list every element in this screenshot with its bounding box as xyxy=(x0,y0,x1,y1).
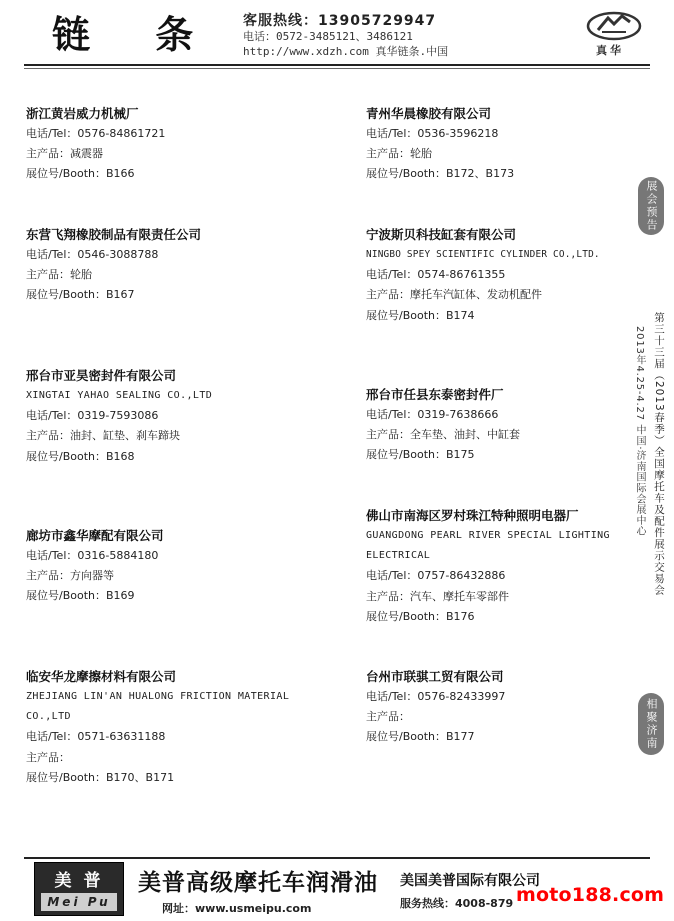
company-name: 浙江黄岩威力机械厂 xyxy=(26,106,139,121)
product-line: 主产品： xyxy=(26,750,70,764)
meipu-logo xyxy=(34,862,124,916)
booth-line: 展位号/Booth：B169 xyxy=(26,589,135,603)
company-english-name: ZHEJIANG LIN'AN HUALONG FRICTION MATERIAL CO.,LTD xyxy=(26,691,290,723)
tel-line: 电话/Tel：0546-3088788 xyxy=(26,248,159,261)
product-line: 主产品：摩托车汽缸体、发动机配件 xyxy=(366,288,542,302)
logo-chinese: 美 普 xyxy=(54,871,104,891)
side-event-title: 第三十三届（2013春季）全国摩托车及配件展示交易会 xyxy=(653,312,665,596)
site-watermark: moto188.com xyxy=(516,884,665,906)
exhibitor-entry xyxy=(26,365,326,467)
booth-line: 展位号/Booth：B175 xyxy=(366,448,475,462)
tel-line: 电话/Tel：0757-86432886 xyxy=(366,569,506,583)
product-line: 主产品：汽车、摩托车零部件 xyxy=(366,589,509,603)
company-name: 东营飞翔橡胶制品有限责任公司 xyxy=(26,227,202,242)
product-line: 主产品：轮胎 xyxy=(366,147,432,161)
exhibitor-entry xyxy=(26,666,296,788)
exhibitor-entry xyxy=(366,666,666,748)
tel-line: 电话/Tel：0574-86761355 xyxy=(366,268,506,282)
booth-line: 展位号/Booth：B168 xyxy=(26,449,135,463)
product-line: 主产品：方向器等 xyxy=(26,569,114,583)
tel-line: 电话/Tel：0316-5884180 xyxy=(26,549,159,562)
section-tab-preview: 展会预告 xyxy=(638,177,664,235)
exhibitor-entry xyxy=(366,224,634,326)
booth-line: 展位号/Booth：B177 xyxy=(366,730,475,744)
exhibitor-entry xyxy=(366,103,666,185)
company-name: 宁波斯贝科技缸套有限公司 xyxy=(366,227,517,242)
company-name: 廊坊市鑫华摩配有限公司 xyxy=(26,528,164,543)
company-english-name: NINGBO SPEY SCIENTIFIC CYLINDER CO.,LTD. xyxy=(366,249,600,260)
exhibitor-entry xyxy=(26,525,326,607)
logo-text: 真华 xyxy=(596,44,624,57)
tel-line: 电话/Tel：0319-7638666 xyxy=(366,408,499,421)
tel-line: 电话/Tel：0319-7593086 xyxy=(26,409,159,423)
company-name: 邢台市亚昊密封件有限公司 xyxy=(26,368,177,383)
product-line: 主产品：全车垫、油封、中缸套 xyxy=(366,428,520,442)
product-line: 主产品：轮胎 xyxy=(26,268,92,282)
ad-company: 美国美普国际有限公司 xyxy=(400,873,540,889)
product-line: 主产品：油封、缸垫、刹车蹄块 xyxy=(26,429,180,443)
exhibitor-entry xyxy=(26,103,326,185)
booth-line: 展位号/Booth：B172、B173 xyxy=(366,167,515,181)
page-header xyxy=(0,0,674,62)
company-name: 台州市联骐工贸有限公司 xyxy=(366,669,504,684)
exhibitor-entry xyxy=(366,384,666,466)
exhibitor-entry xyxy=(366,505,628,627)
company-name: 临安华龙摩擦材料有限公司 xyxy=(26,669,177,684)
divider xyxy=(24,68,650,69)
brand-title: 链 条 xyxy=(52,12,220,57)
booth-line: 展位号/Booth：B176 xyxy=(366,609,475,623)
tel-line: 电话/Tel：0576-84861721 xyxy=(26,127,166,140)
exhibitor-entry xyxy=(26,224,326,306)
company-name: 青州华晨橡胶有限公司 xyxy=(366,106,492,121)
divider xyxy=(24,64,650,66)
hotline: 客服热线：13905729947 xyxy=(243,13,437,29)
company-name: 邢台市任县东泰密封件厂 xyxy=(366,387,504,402)
product-line: 主产品：减震器 xyxy=(26,147,103,161)
header-url: http://www.xdzh.com 真华链条.中国 xyxy=(243,45,449,58)
section-tab-jinan: 相聚济南 xyxy=(638,693,664,755)
company-english-name: XINGTAI YAHAO SEALING CO.,LTD xyxy=(26,390,213,401)
booth-line: 展位号/Booth：B170、B171 xyxy=(26,770,175,784)
company-english-name: GUANGDONG PEARL RIVER SPECIAL LIGHTING ELECTRICAL xyxy=(366,530,610,562)
header-tel: 电话：0572-3485121、3486121 xyxy=(243,30,413,43)
ad-website: 网址：www.usmeipu.com xyxy=(162,902,312,915)
divider xyxy=(24,857,650,859)
booth-line: 展位号/Booth：B167 xyxy=(26,288,135,302)
company-name: 佛山市南海区罗村珠江特种照明电器厂 xyxy=(366,508,579,523)
booth-line: 展位号/Booth：B166 xyxy=(26,167,135,181)
booth-line: 展位号/Booth：B174 xyxy=(366,308,475,322)
tel-line: 电话/Tel：0576-82433997 xyxy=(366,690,506,703)
logo-english: Mei Pu xyxy=(41,893,117,911)
ad-phone: 服务热线：4008-879 xyxy=(400,897,514,910)
product-line: 主产品： xyxy=(366,710,410,724)
ad-headline: 美普高级摩托车润滑油 xyxy=(138,869,378,896)
side-event-date: 2013年4.25-4.27 中国·济南国际会展中心 xyxy=(634,326,645,537)
tel-line: 电话/Tel：0536-3596218 xyxy=(366,127,499,140)
tel-line: 电话/Tel：0571-63631188 xyxy=(26,730,166,744)
